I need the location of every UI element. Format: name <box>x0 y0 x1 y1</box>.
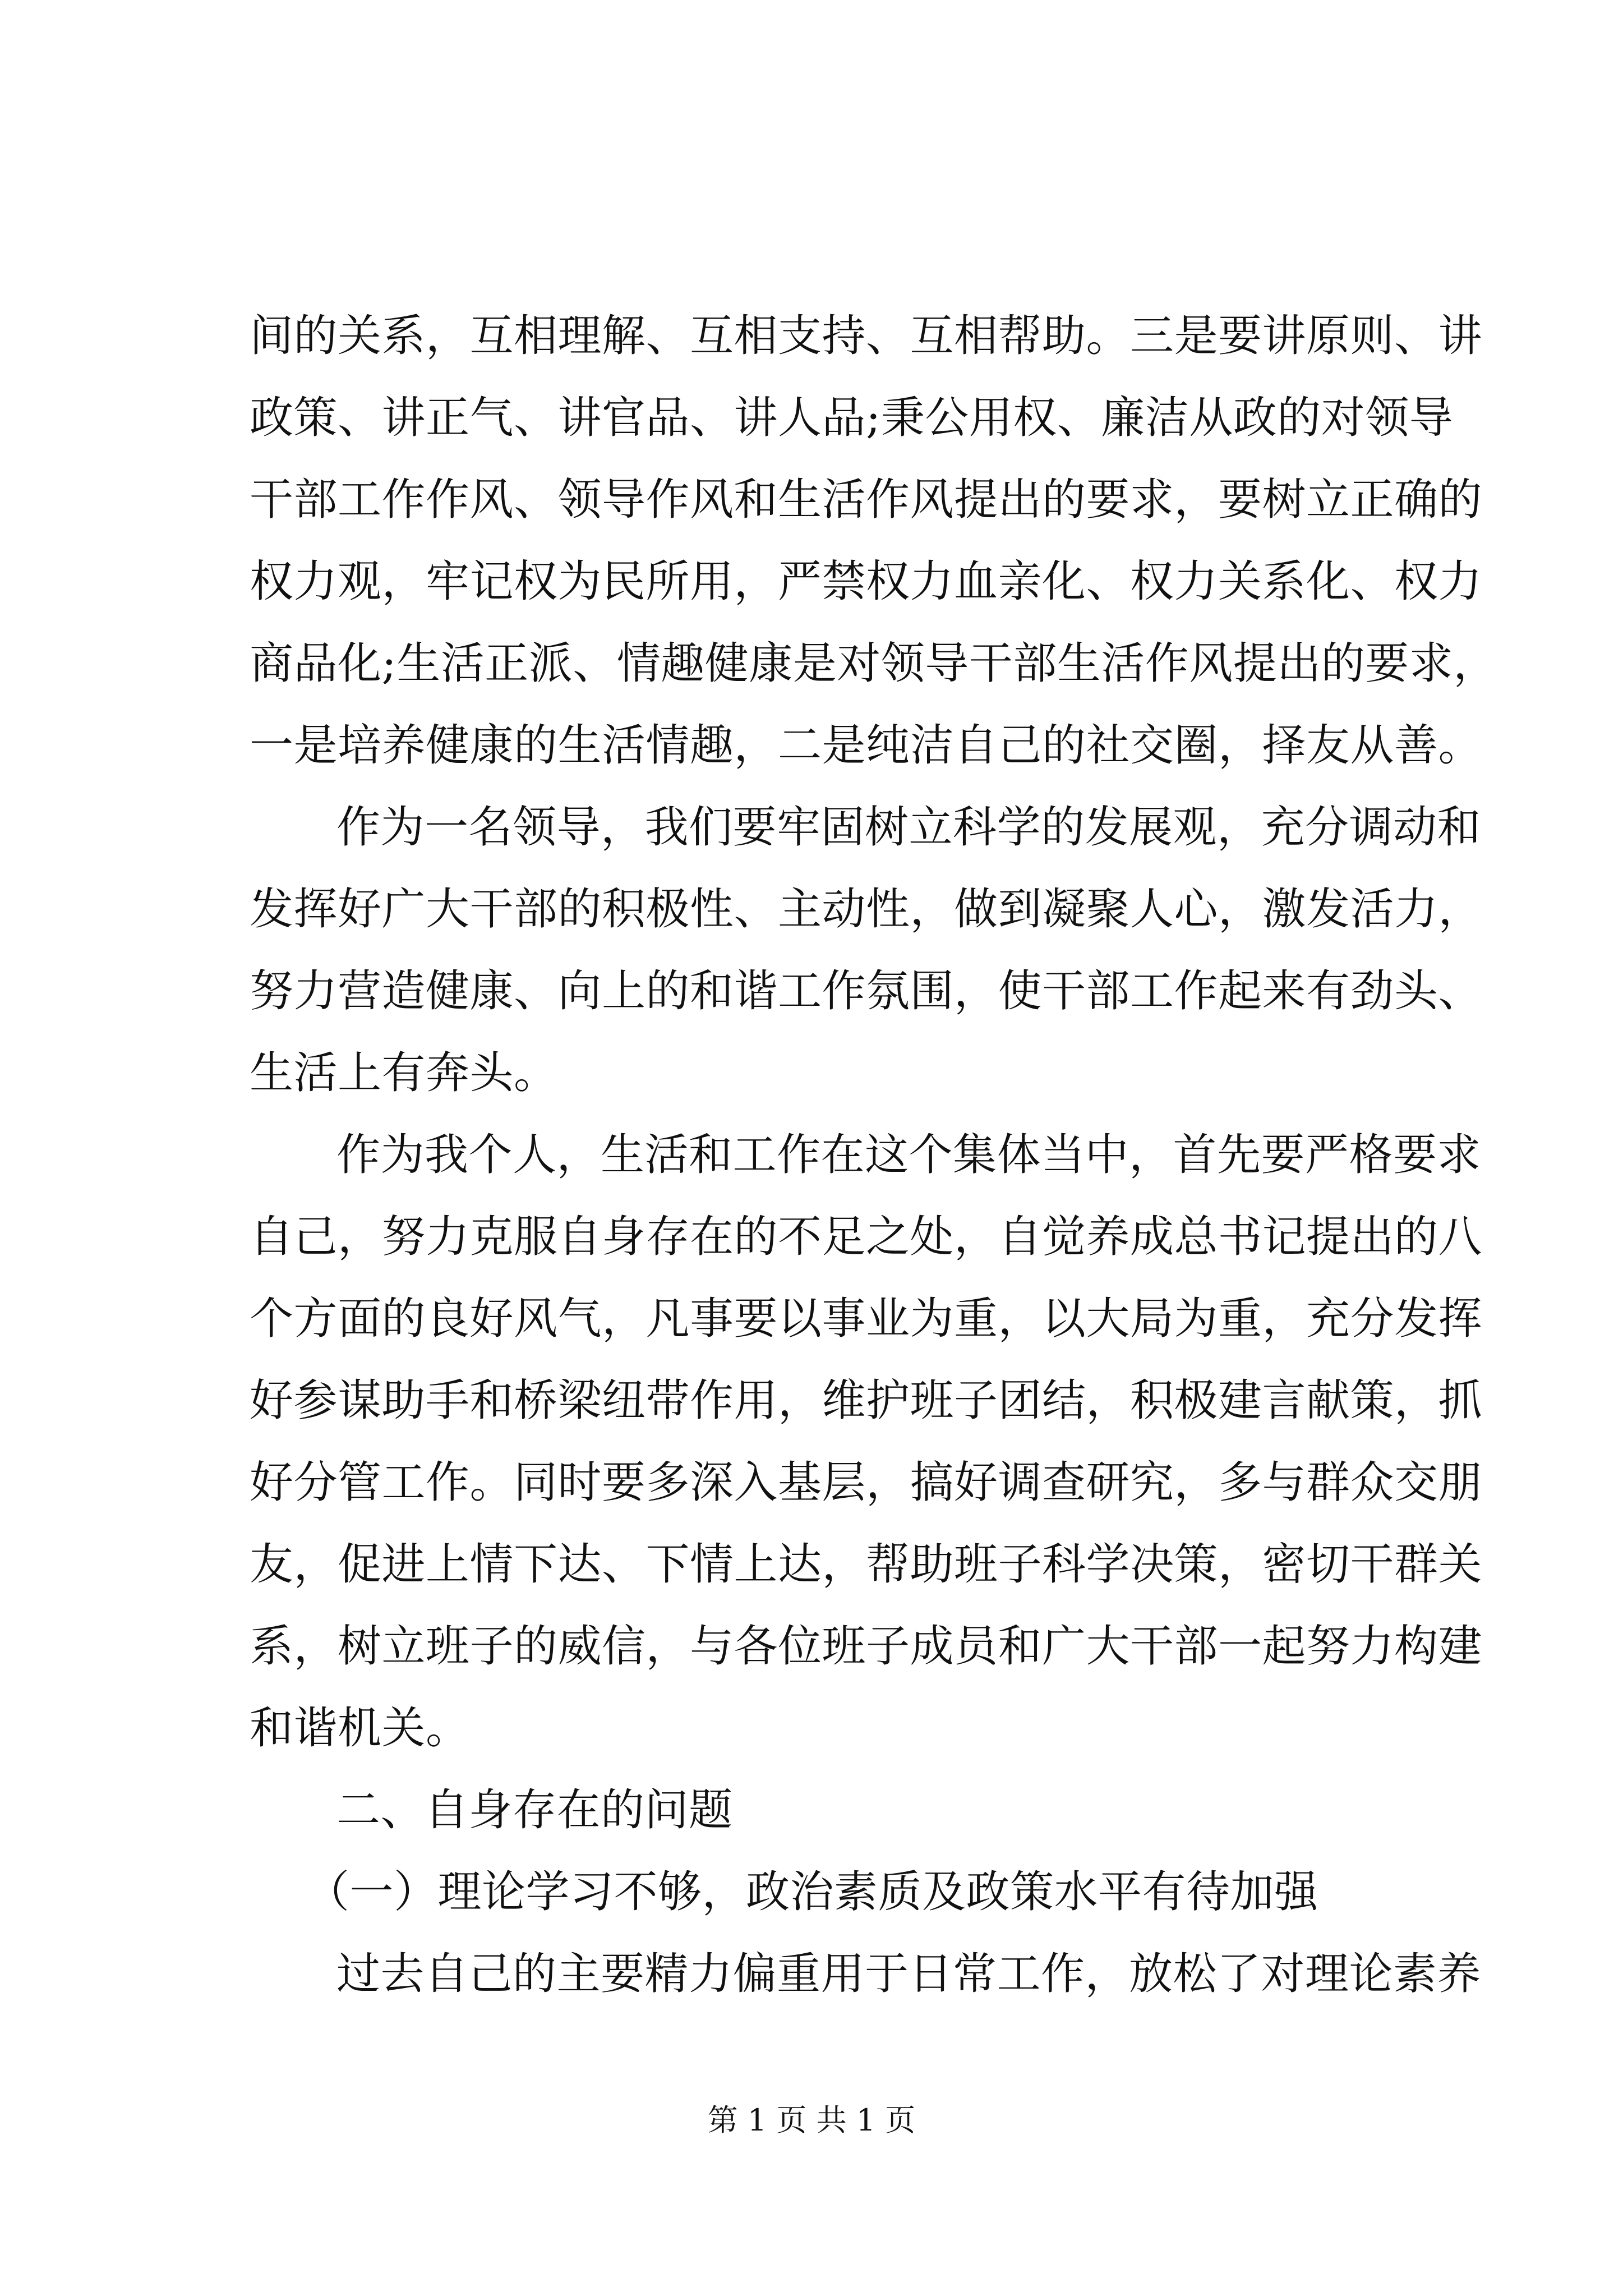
text-line: 一是培养健康的生活情趣，二是纯洁自己的社交圈，择友从善。 <box>250 720 1483 771</box>
text-line: 努力营造健康、向上的和谐工作氛围，使干部工作起来有劲头、 <box>250 966 1483 1016</box>
text-line: 商品化;生活正派、情趣健康是对领导干部生活作风提出的要求， <box>250 638 1497 689</box>
text-line: 政策、讲正气、讲官品、讲人品;秉公用权、廉洁从政的对领导 <box>250 393 1454 443</box>
text-line: 系，树立班子的威信，与各位班子成员和广大干部一起努力构建 <box>250 1621 1483 1672</box>
page-footer: 第 1 页 共 1 页 <box>707 2102 916 2138</box>
text-line: 友，促进上情下达、下情上达，帮助班子科学决策，密切干群关 <box>250 1539 1483 1590</box>
text-line: 间的关系，互相理解、互相支持、互相帮助。三是要讲原则、讲 <box>250 311 1483 361</box>
subsection-heading: （一）理论学习不够，政治素质及政策水平有待加强 <box>306 1867 1318 1917</box>
text-line: 生活上有奔头。 <box>250 1048 558 1098</box>
text-line: 和谐机关。 <box>250 1703 470 1754</box>
section-heading: 二、自身存在的问题 <box>336 1785 733 1835</box>
document-body <box>250 295 1497 2015</box>
paragraph-first-line: 过去自己的主要精力偏重用于日常工作，放松了对理论素养 <box>336 1949 1482 1999</box>
paragraph-first-line: 作为一名领导，我们要牢固树立科学的发展观，充分调动和 <box>336 802 1482 853</box>
text-line: 权力观，牢记权为民所用，严禁权力血亲化、权力关系化、权力 <box>250 556 1483 607</box>
text-line: 好分管工作。同时要多深入基层，搞好调查研究，多与群众交朋 <box>250 1457 1483 1508</box>
text-line: 好参谋助手和桥梁纽带作用，维护班子团结，积极建言献策，抓 <box>250 1375 1483 1426</box>
paragraph-first-line: 作为我个人，生活和工作在这个集体当中，首先要严格要求 <box>336 1130 1482 1180</box>
text-line: 个方面的良好风气，凡事要以事业为重，以大局为重，充分发挥 <box>250 1294 1483 1344</box>
text-line: 自己，努力克服自身存在的不足之处，自觉养成总书记提出的八 <box>250 1212 1483 1262</box>
text-line: 发挥好广大干部的积极性、主动性，做到凝聚人心，激发活力， <box>250 884 1483 935</box>
text-line: 干部工作作风、领导作风和生活作风提出的要求，要树立正确的 <box>250 475 1483 525</box>
